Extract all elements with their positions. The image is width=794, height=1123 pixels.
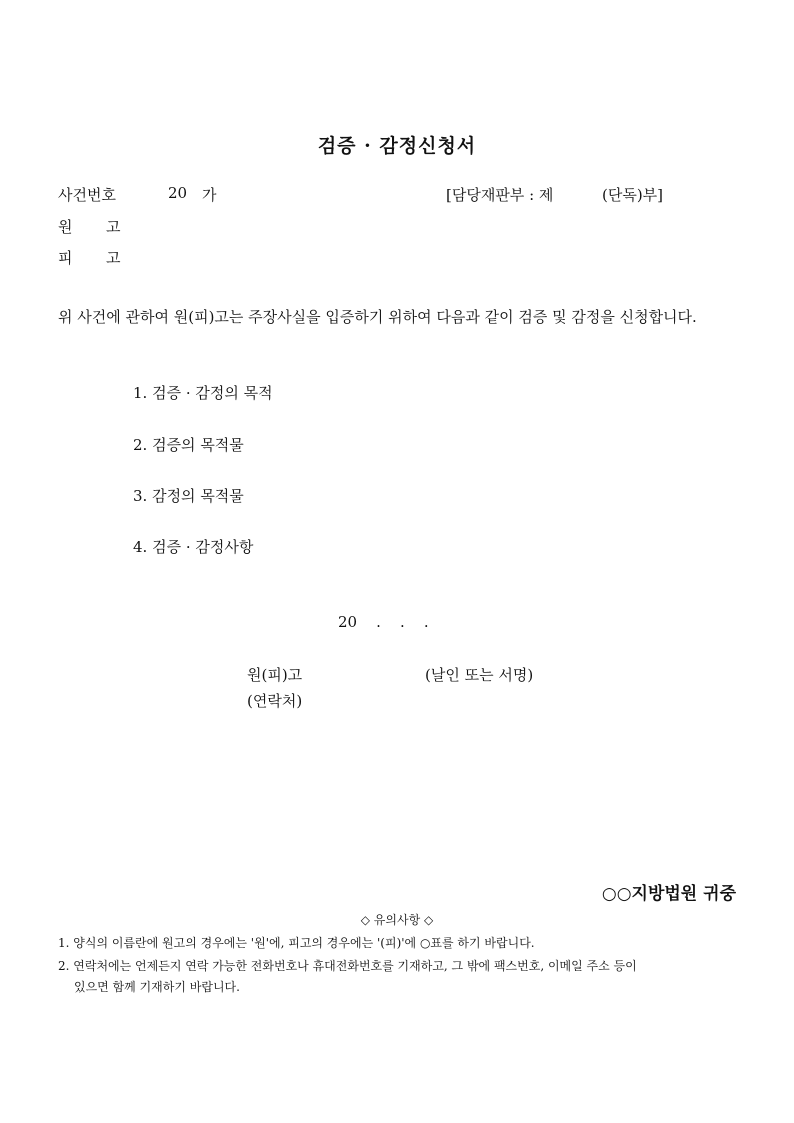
note-item-2: 2. 연락처에는 언제든지 연락 가능한 전화번호나 휴대전화번호를 기재하고, 그 밖에 팩스번호, 이메일 주소 등이 (58, 959, 637, 973)
court-name: ○○지방법원 귀중 (601, 884, 736, 904)
item-inspection-object: 2. 검증의 목적물 (133, 436, 244, 454)
plaintiff-label-char-1: 원 (58, 218, 73, 236)
date-line: 20 . . . (338, 613, 429, 631)
court-division-suffix: (단독)부] (602, 186, 664, 204)
signature-seal: (날인 또는 서명) (425, 666, 534, 684)
item-matters: 4. 검증 · 감정사항 (133, 538, 254, 556)
plaintiff-label-char-2: 고 (106, 218, 121, 236)
item-purpose: 1. 검증 · 감정의 목적 (133, 384, 273, 402)
defendant-label-char-1: 피 (58, 249, 73, 267)
court-division-label: [담당재판부 : 제 (446, 186, 554, 204)
signature-party: 원(피)고 (247, 666, 303, 684)
defendant-label-char-2: 고 (106, 249, 121, 267)
document-title: 검증 · 감정신청서 (317, 135, 477, 157)
notes-header: ◇ 유의사항 ◇ (360, 913, 434, 927)
note-item-2-continued: 있으면 함께 기재하기 바랍니다. (74, 980, 240, 994)
item-appraisal-object: 3. 감정의 목적물 (133, 487, 244, 505)
request-paragraph: 위 사건에 관하여 원(피)고는 주장사실을 입증하기 위하여 다음과 같이 검증 및 감정을 신청합니다. (58, 308, 697, 326)
case-year: 20 (168, 184, 188, 202)
case-number-label: 사건번호 (58, 186, 116, 204)
case-type: 가 (202, 186, 217, 204)
signature-contact: (연락처) (247, 692, 303, 710)
note-item-1: 1. 양식의 이름란에 원고의 경우에는 '원'에, 피고의 경우에는 '(피)'에 ○표를 하기 바랍니다. (58, 936, 535, 950)
